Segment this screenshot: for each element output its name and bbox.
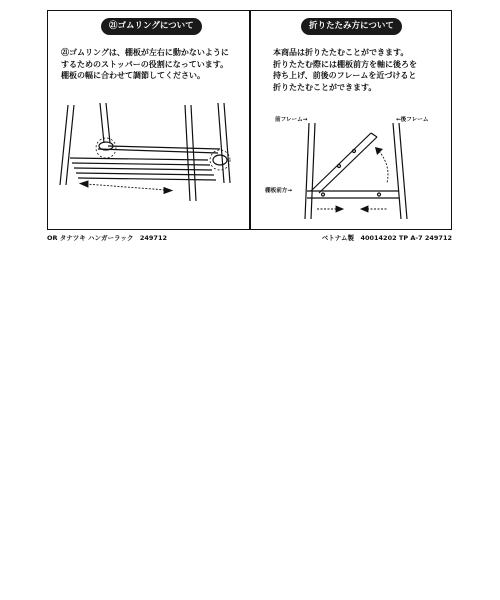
rubber-ring-description: ㉑ゴムリングは、棚板が左右に動かないように するためのストッパーの役割になっています。 棚板の幅に合わせて調節してください。 <box>61 48 229 80</box>
rubber-ring-heading: ㉑ゴムリングについて <box>101 18 202 35</box>
shelf-rack-illustration <box>48 103 249 213</box>
footer-product-name: OR タナツキ ハンガーラック 249712 <box>47 234 167 242</box>
rubber-ring-panel <box>48 11 249 229</box>
folding-heading: 折りたたみ方について <box>301 18 402 35</box>
folding-illustration <box>251 111 451 221</box>
shelf-front-label: 棚板前方→ <box>265 188 293 194</box>
folding-panel <box>251 11 451 229</box>
back-frame-label: ←後フレーム <box>396 117 429 123</box>
instruction-card <box>47 10 452 230</box>
folding-description: 本商品は折りたたむことができます。 折りたたむ際には棚板前方を軸に後ろを 持ち上げ、前後のフレームを近づけると 折りたたむことができます。 <box>273 48 417 92</box>
front-frame-label: 前フレーム→ <box>275 117 308 123</box>
footer-product-code: ベトナム製 40014202 TP A-7 249712 <box>321 234 452 242</box>
